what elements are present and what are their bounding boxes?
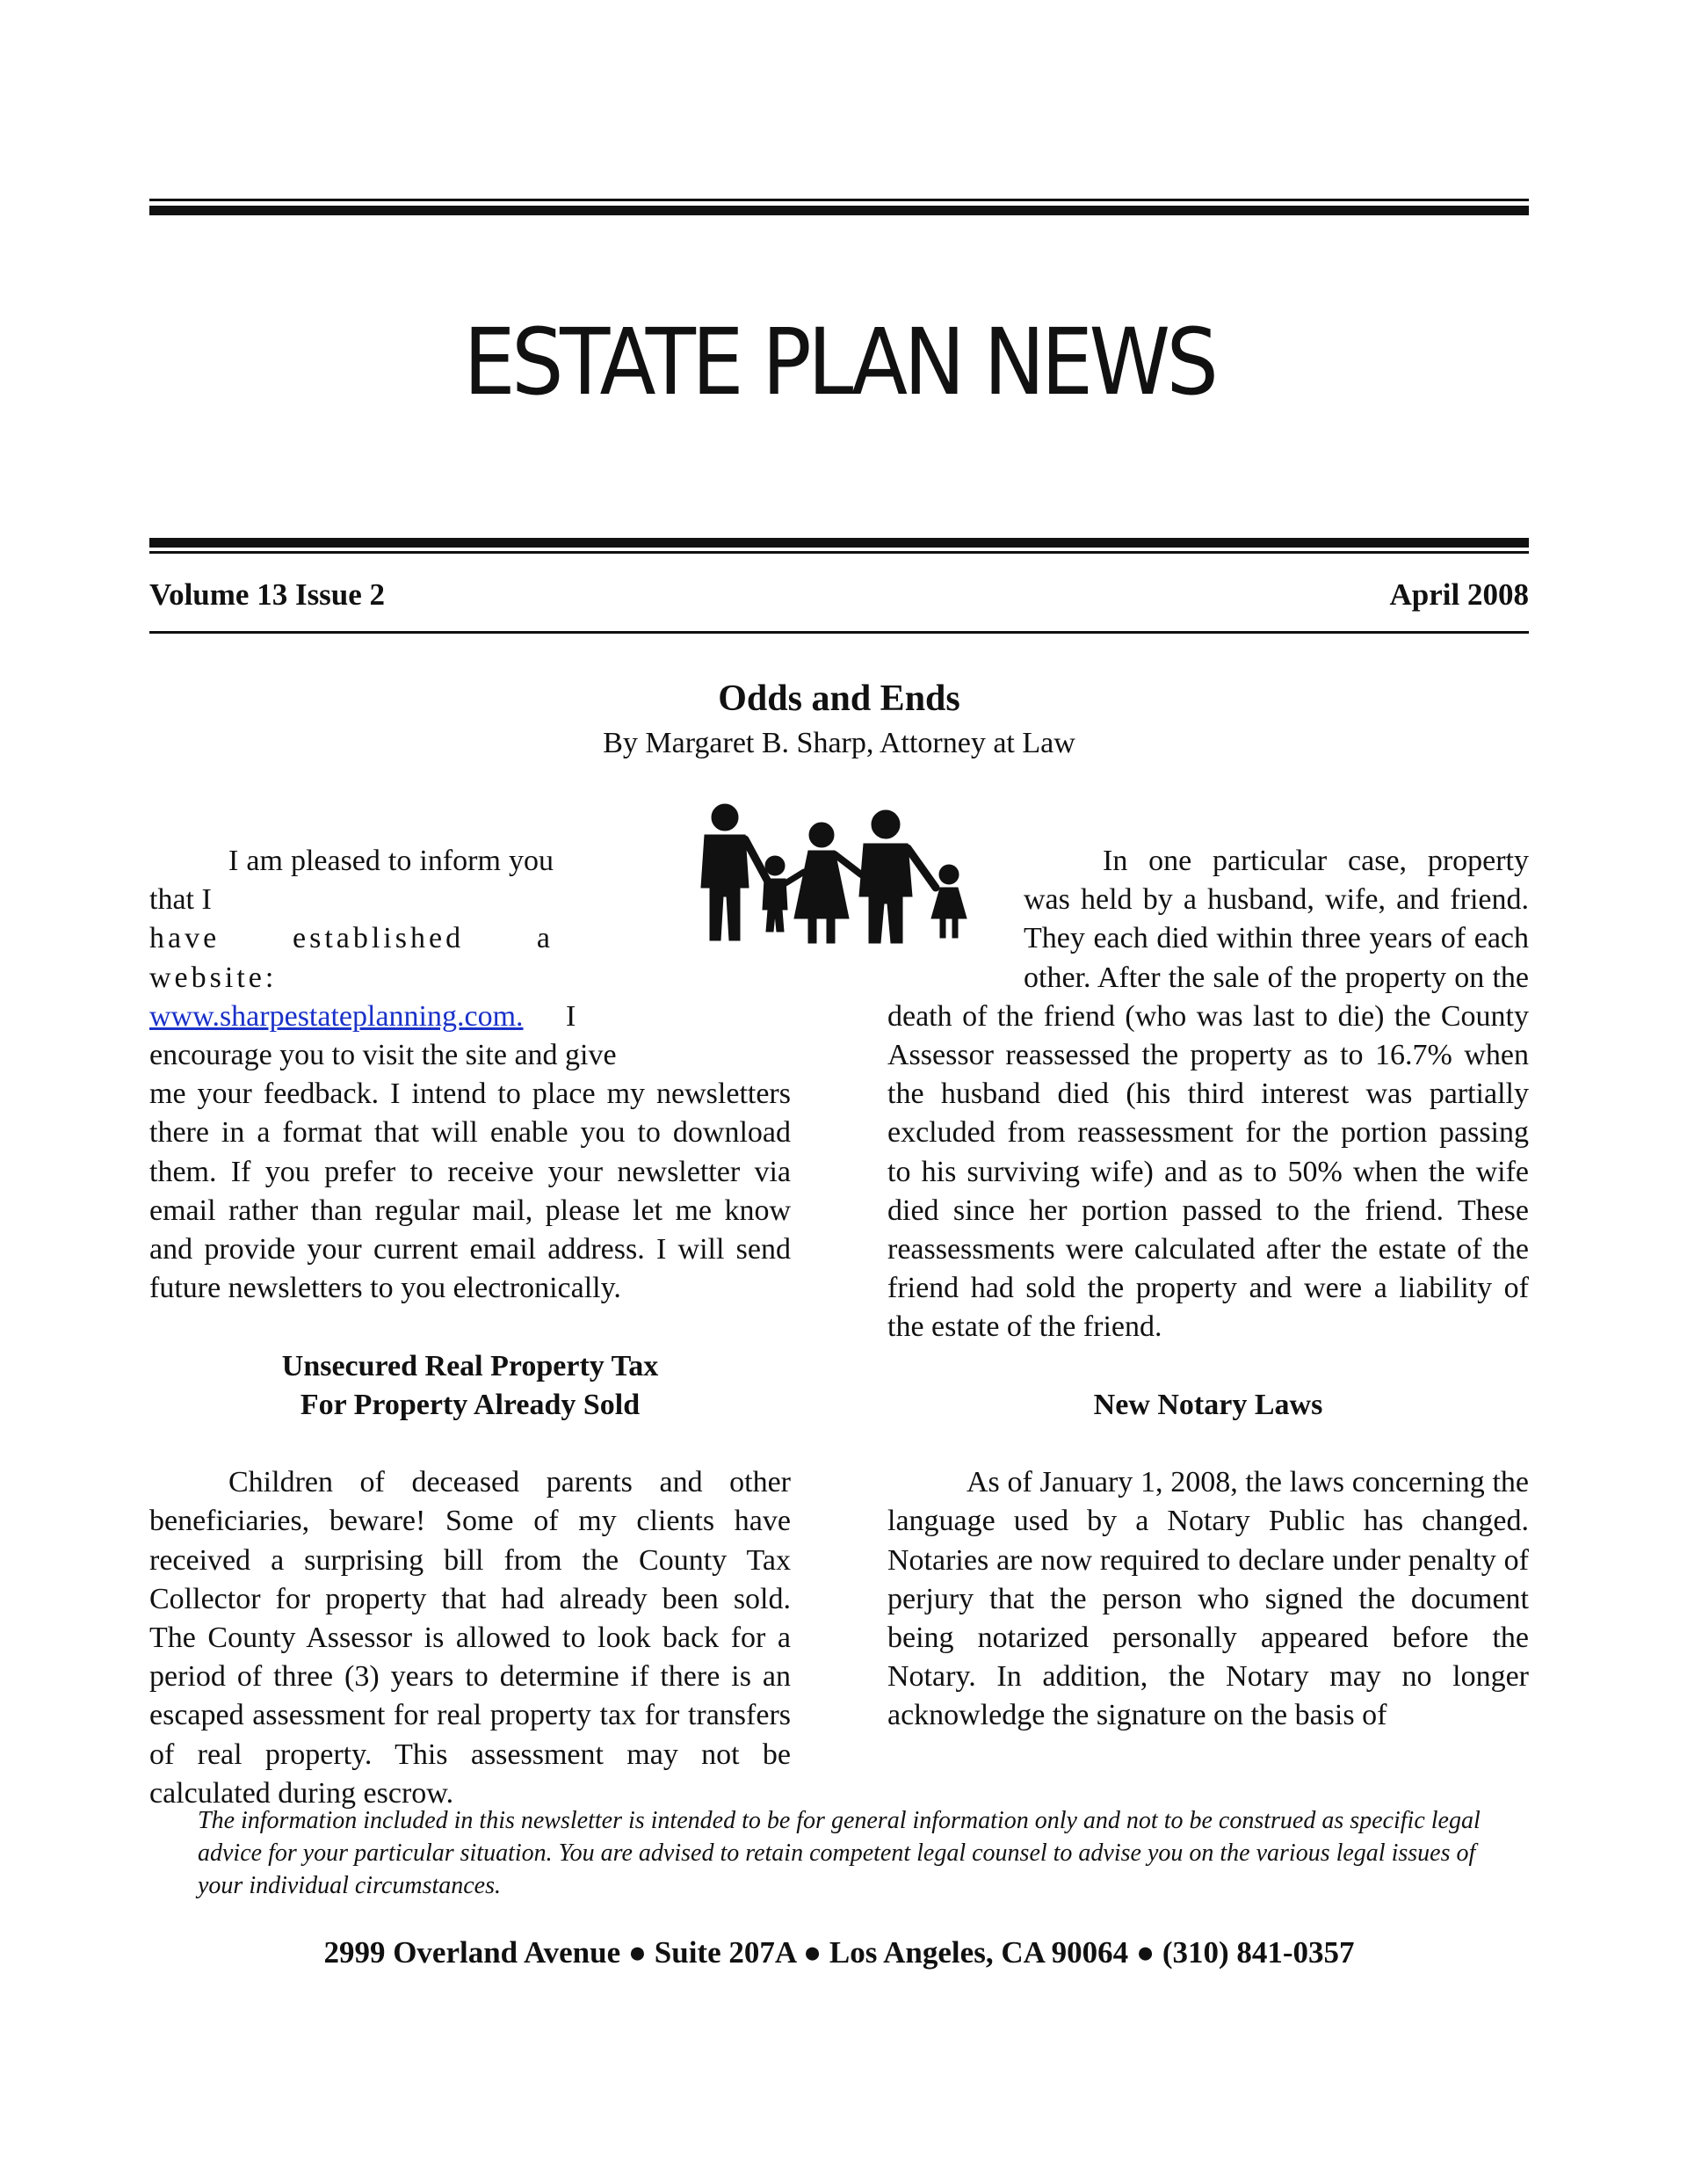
bullet-separator-icon: ● — [802, 1935, 822, 1970]
intro-link-trailing: I — [566, 999, 576, 1033]
right-intro: In one particular case, property was held by a husband, wife, and friend. They each died within three years of each other. After the sale of the property on the death of the friend (who was last to die) the County Assessor reassessed the property as to 16.7% when the husband died (his third interest was partially excluded from reassessment for the portion passing to his surviving wife) and as to 50% when the wife died since her portion passed to the friend. These reassessments were calculated after the estate of the friend had sold the property and were a liability of the estate of the friend. — [887, 845, 1529, 1344]
address-line — [149, 1934, 1529, 1972]
masthead-rule-thin — [149, 551, 1529, 554]
spacer — [149, 1308, 791, 1346]
article-title: Odds and Ends — [718, 678, 960, 719]
silhouette-man2-head — [872, 810, 900, 838]
masthead-title: ESTATE PLAN NEWS — [463, 308, 1215, 416]
section1-body: Children of deceased parents and other beneficiaries, beware! Some of my clients have received a surprising bill from the County Tax Collector for property that had already been sold. The County Assessor is allowed to look back for a period of three (3) years to determine if there is an escaped assessment for real property tax for transfers of real property. This assessment may not be calculated during escrow. — [149, 1466, 791, 1810]
top-rule-thin — [149, 199, 1529, 201]
spacer — [887, 1347, 1529, 1386]
right-column — [887, 842, 1529, 1736]
address-street: 2999 Overland Avenue — [323, 1935, 621, 1970]
image-space-right — [887, 842, 1024, 997]
address-phone: (310) 841-0357 — [1162, 1935, 1355, 1970]
section2-body: As of January 1, 2008, the laws concerning the language used by a Notary Public has changed. Notaries are now required to declare under penalty of perjury that the person who signed the document being notarized personally appeared before the Notary. In addition, the Notary may no longer acknowledge the signature on the basis of — [887, 1466, 1529, 1732]
bullet-separator-icon: ● — [1135, 1935, 1155, 1970]
disclaimer: The information included in this newsletter is intended to be for general information only and not to be construed as specific legal advice for your particular situation. You are advised to retain competent legal counsel to advise you on the various legal issues of your individual circumstances. — [198, 1807, 1481, 1899]
intro-line-2: have established a website: — [149, 922, 554, 994]
website-link[interactable]: www.sharpestateplanning.com. — [149, 999, 524, 1033]
intro-line-1: I am pleased to inform you that I — [149, 845, 554, 917]
address-suite: Suite 207A — [654, 1935, 796, 1970]
intro-link-line — [149, 998, 791, 1036]
bullet-separator-icon: ● — [627, 1935, 648, 1970]
address-city: Los Angeles, CA 90064 — [829, 1935, 1129, 1970]
intro-line-4: encourage you to visit the site and give — [149, 1039, 617, 1072]
image-space-left — [554, 842, 791, 997]
section2-heading: New Notary Laws — [1093, 1388, 1323, 1421]
section1-heading-line1: Unsecured Real Property Tax — [281, 1349, 659, 1382]
spacer — [887, 1425, 1529, 1463]
article-byline: By Margaret B. Sharp, Attorney at Law — [603, 727, 1075, 759]
top-rule-thick — [149, 206, 1529, 215]
left-column — [149, 842, 791, 1813]
issue-date: April 2008 — [1389, 577, 1529, 612]
spacer — [149, 1425, 791, 1463]
volume-issue: Volume 13 Issue 2 — [149, 577, 386, 612]
masthead-rule-thick — [149, 538, 1529, 548]
issue-rule — [149, 631, 1529, 634]
intro-rest: me your feedback. I intend to place my newsletters there in a format that will enable you to download them. If you prefer to receive your newsletter via email rather than regular mail, please let me know and provide your current email address. I will send future newsletters to you electronically. — [149, 1077, 791, 1305]
silhouette-woman-head — [809, 823, 834, 847]
section1-heading-line2: For Property Already Sold — [300, 1388, 641, 1421]
silhouette-man-head — [712, 804, 738, 831]
